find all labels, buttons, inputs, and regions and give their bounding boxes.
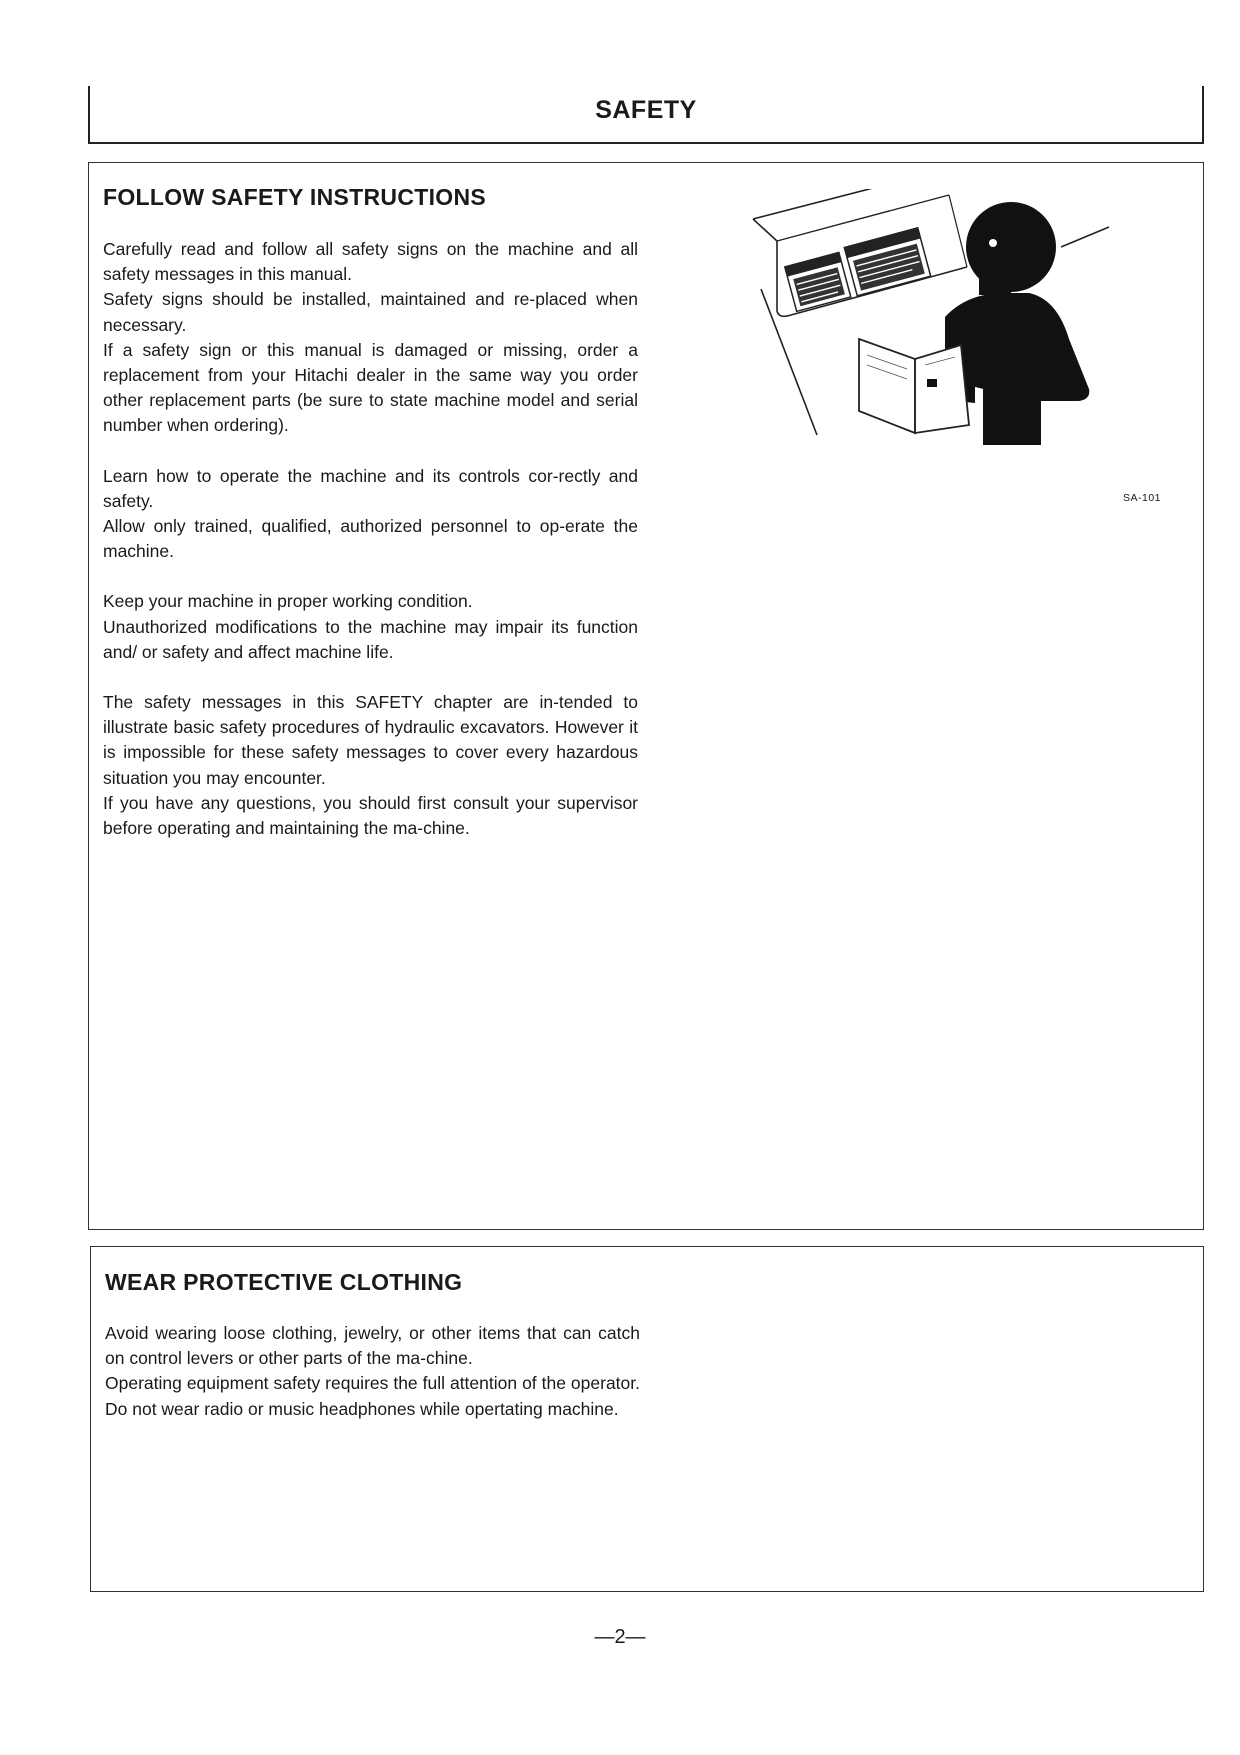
person-reading-manual-icon	[739, 189, 1149, 499]
text-line: Carefully read and follow all safety signs on the machine and all safety messages in this manual.	[103, 239, 638, 285]
section-title: WEAR PROTECTIVE CLOTHING	[105, 1269, 463, 1295]
section-title: FOLLOW SAFETY INSTRUCTIONS	[103, 184, 487, 210]
text-line: The safety messages in this SAFETY chapter are in-tended to illustrate basic safety procedures of hydraulic excavators. However it is impossible for these safety messages to cover every hazardous situation you may encounter.	[103, 692, 638, 788]
section-body	[103, 237, 638, 841]
paragraph	[105, 1321, 640, 1422]
text-line: Keep your machine in proper working condition.	[103, 591, 473, 612]
section-body	[105, 1321, 640, 1422]
page-title: SAFETY	[595, 96, 697, 124]
paragraph	[103, 237, 638, 439]
text-line: Unauthorized modifications to the machine may impair its function and/ or safety and affect machine life.	[103, 616, 638, 662]
text-line: Learn how to operate the machine and its controls cor-rectly and safety.	[103, 465, 638, 511]
section-follow-safety-instructions	[88, 162, 1204, 1230]
text-line: If you have any questions, you should first consult your supervisor before operating and maintaining the ma-chine.	[103, 792, 638, 839]
page-header	[88, 86, 1204, 144]
text-line: If a safety sign or this manual is damaged or missing, order a replacement from your Hitachi dealer in the same way you order other replacement parts (be sure to state machine model and serial number when ordering).	[103, 339, 638, 436]
page-number: —2—	[594, 1626, 646, 1648]
paragraph	[103, 589, 638, 665]
section-wear-protective-clothing	[90, 1246, 1204, 1592]
paragraph	[103, 690, 638, 841]
paragraph	[103, 464, 638, 565]
text-line: Safety signs should be installed, maintained and re-placed when necessary.	[103, 289, 638, 335]
text-line: Allow only trained, qualified, authorized personnel to op-erate the machine.	[103, 516, 638, 562]
figure-code: SA-101	[1123, 492, 1162, 504]
text-line: Avoid wearing loose clothing, jewelry, or other items that can catch on control levers or other parts of the ma-chine.	[105, 1323, 640, 1369]
text-line: Operating equipment safety requires the full attention of the operator. Do not wear radio or music headphones while opertating machine.	[105, 1373, 640, 1419]
